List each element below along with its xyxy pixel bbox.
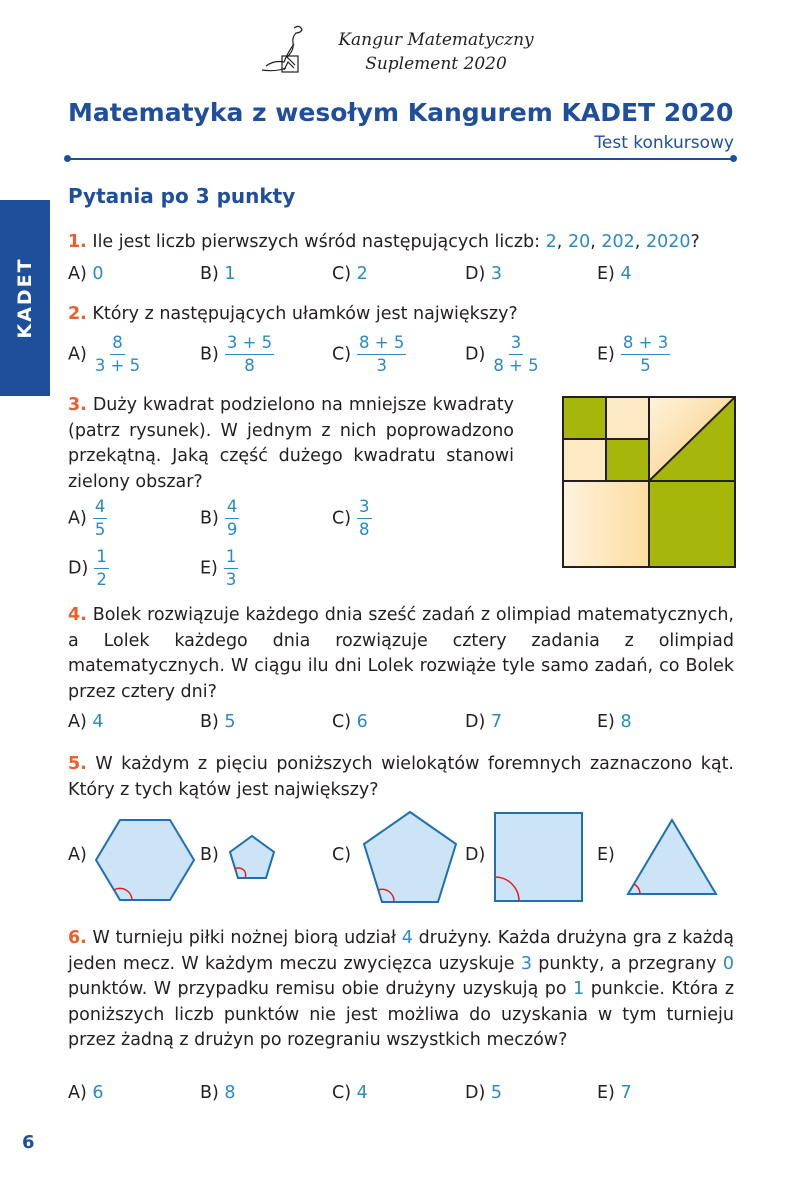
answer-e[interactable] [597,712,632,732]
side-tab-label: KADET [14,257,36,339]
numerator: 8 [110,334,125,355]
answer-label: C) [332,508,352,529]
question-4 [68,603,734,705]
pentagon-shape [358,808,462,908]
numerator: 3 [509,334,524,355]
answer-label: D) [68,558,89,579]
answer-label: C) [332,712,352,732]
answer-value: 1 [224,264,236,284]
shape-label-a[interactable]: A) [68,845,87,865]
number-value: 1 [573,979,585,999]
green-square [606,439,649,481]
answer-label: B) [200,264,219,284]
question-number: 5. [68,754,87,774]
number-value: 3 [520,953,532,974]
answer-value: 2 [356,264,368,284]
page-subtitle: Test konkursowy [594,133,734,153]
fraction [491,334,540,375]
numerator: 1 [224,548,239,569]
answer-b[interactable] [200,712,236,732]
shape-label-b[interactable]: B) [200,845,219,865]
squares-figure [562,396,736,568]
fraction [357,334,406,375]
answer-d[interactable] [465,1083,502,1103]
light-square [563,439,606,481]
denominator: 8 + 5 [493,356,539,375]
number-value: 20 [567,232,591,252]
answer-value: 4 [356,1083,368,1103]
answer-c[interactable] [332,1083,368,1103]
numerator: 4 [225,498,240,519]
question-number: 1. [68,232,87,252]
answer-label: E) [200,558,218,579]
answer-value: 8 [620,712,632,732]
answer-c[interactable] [332,334,406,375]
question-text: drużyny. Każda drużyna gra z każdą jeden mecz. W każdym meczu zwycięzca uzyskuje [68,928,734,974]
answer-d[interactable] [465,264,502,284]
header-line1: Kangur Matematyczny [338,30,534,50]
question-3 [68,393,514,495]
denominator: 3 [225,570,237,589]
denominator: 8 [244,356,255,375]
answer-value: 8 [224,1083,236,1103]
answer-label: B) [200,712,219,732]
answer-value: 7 [620,1083,632,1103]
answer-label: D) [465,264,486,284]
answer-label: A) [68,712,87,732]
answer-value: 5 [490,1083,503,1103]
question-mark: ? [690,232,700,252]
answer-label: E) [597,264,615,284]
question-number: 6. [68,928,87,948]
square-shape [492,810,586,906]
answer-b[interactable] [200,334,274,375]
green-square [649,481,735,567]
question-text: Który z następujących ułamków jest największy? [92,304,518,324]
shape-label-c[interactable]: C) [332,845,352,865]
answer-a[interactable] [68,712,104,732]
separator: , [590,232,596,252]
answer-c[interactable] [332,712,368,732]
separator: , [556,232,563,252]
answer-value: 4 [620,264,632,284]
number-value: 202 [601,232,635,252]
answer-c[interactable] [332,498,372,539]
answer-a[interactable] [68,498,107,539]
answer-value: 5 [224,712,236,732]
question-text: punkcie. Która z poniższych liczb punktów nie jest możliwa do uzyskania w tym turnieju przez żadną z drużyn po rozegraniu wszystkich meczów? [68,979,735,1050]
answer-c[interactable] [332,264,368,284]
question-number: 2. [68,304,87,324]
number-value: 2 [545,232,557,252]
light-square [606,397,649,439]
denominator: 5 [640,356,651,375]
green-square [563,397,606,439]
fraction [357,498,372,539]
answer-b[interactable] [200,1083,236,1103]
denominator: 5 [94,520,106,539]
question-5 [68,752,734,803]
light-square [563,481,649,567]
separator: , [634,232,641,252]
numerator: 1 [94,548,109,569]
rule-dot-right [730,155,737,162]
answer-label: D) [465,1083,486,1103]
page-number: 6 [22,1132,35,1153]
question-1 [68,230,734,256]
answer-value: 6 [356,712,368,732]
numerator: 3 [357,498,372,519]
denominator: 8 [359,520,370,539]
triangle-shape [624,816,720,898]
answer-label: C) [332,1083,352,1103]
answer-a[interactable] [68,1083,104,1103]
denominator: 2 [96,570,107,589]
shape-label-d[interactable]: D) [465,845,486,865]
answer-d[interactable] [68,548,109,589]
answer-e[interactable] [200,548,238,589]
question-text: W turnieju piłki nożnej biorą udział [92,928,402,948]
question-text: punktów. W przypadku remisu obie drużyny uzyskują po [68,979,574,999]
answer-d[interactable] [465,712,502,732]
answer-e[interactable] [597,1083,632,1103]
kangaroo-logo [254,22,316,80]
fraction [93,498,108,539]
answer-value: 7 [490,712,503,732]
denominator: 3 + 5 [94,356,141,375]
answer-label: A) [68,1083,87,1103]
question-6 [68,926,734,1054]
fraction [621,334,670,375]
fraction [225,334,274,375]
question-number: 3. [68,395,87,415]
answer-label: A) [68,508,87,529]
fraction [224,548,239,589]
answer-label: A) [68,344,87,365]
answer-label: D) [465,712,486,732]
number-value: 0 [722,953,735,974]
fraction [225,498,240,539]
answer-value: 4 [92,712,104,732]
answer-value: 0 [92,264,104,284]
question-2 [68,302,734,328]
question-text: Ile jest liczb pierwszych wśród następujących liczb: [92,232,541,252]
denominator: 3 [376,356,387,375]
answer-label: E) [597,712,615,732]
number-value: 2020 [645,232,691,252]
answer-b[interactable] [200,264,236,284]
number-value: 4 [401,928,413,948]
numerator: 3 + 5 [225,334,274,355]
title-rule [68,158,734,160]
small-pentagon-shape [226,832,278,882]
answer-label: B) [200,344,219,365]
numerator: 8 + 3 [621,334,670,355]
answer-b[interactable] [200,498,239,539]
answer-label: A) [68,264,87,284]
answer-label: D) [465,344,486,365]
side-tab [0,200,50,396]
page-title: Matematyka z wesołym Kangurem KADET 2020 [68,98,734,127]
numerator: 8 + 5 [357,334,406,355]
answer-label: B) [200,1083,219,1103]
answer-a[interactable] [68,334,142,375]
hexagon-shape [90,812,200,908]
answer-label: B) [200,508,219,529]
answer-label: C) [332,344,352,365]
fraction [93,334,142,375]
answer-d[interactable] [465,334,541,375]
denominator: 9 [226,520,238,539]
answer-value: 3 [490,264,503,284]
answer-label: E) [597,344,615,365]
question-text: punkty, a przegrany [532,953,723,974]
answer-e[interactable] [597,264,632,284]
numerator: 4 [93,498,108,519]
question-text: Duży kwadrat podzielono na mniejsze kwadraty (patrz rysunek). W jednym z nich poprowadzono przekątną. Jaką część dużego kwadratu stanowi zielony obszar? [68,395,514,492]
answer-a[interactable] [68,264,104,284]
answer-label: E) [597,1083,615,1103]
question-text: Bolek rozwiązuje każdego dnia sześć zadań z olimpiad matematycznych, a Lolek każdego dnia rozwiązuje cztery zadania z olimpiad matematycznych. W ciągu ilu dni Lolek rozwiąże tyle samo zadań, co Bolek przez cztery dni? [68,605,734,702]
question-number: 4. [68,605,87,625]
header-line2: Suplement 2020 [365,54,507,74]
shape-label-e[interactable]: E) [597,845,615,865]
answer-e[interactable] [597,334,670,375]
answer-value: 6 [92,1083,104,1103]
question-text: W każdym z pięciu poniższych wielokątów foremnych zaznaczono kąt. Który z tych kątów jest największy? [68,754,734,800]
fraction [94,548,109,589]
section-heading: Pytania po 3 punkty [68,184,296,208]
answer-label: C) [332,264,352,284]
